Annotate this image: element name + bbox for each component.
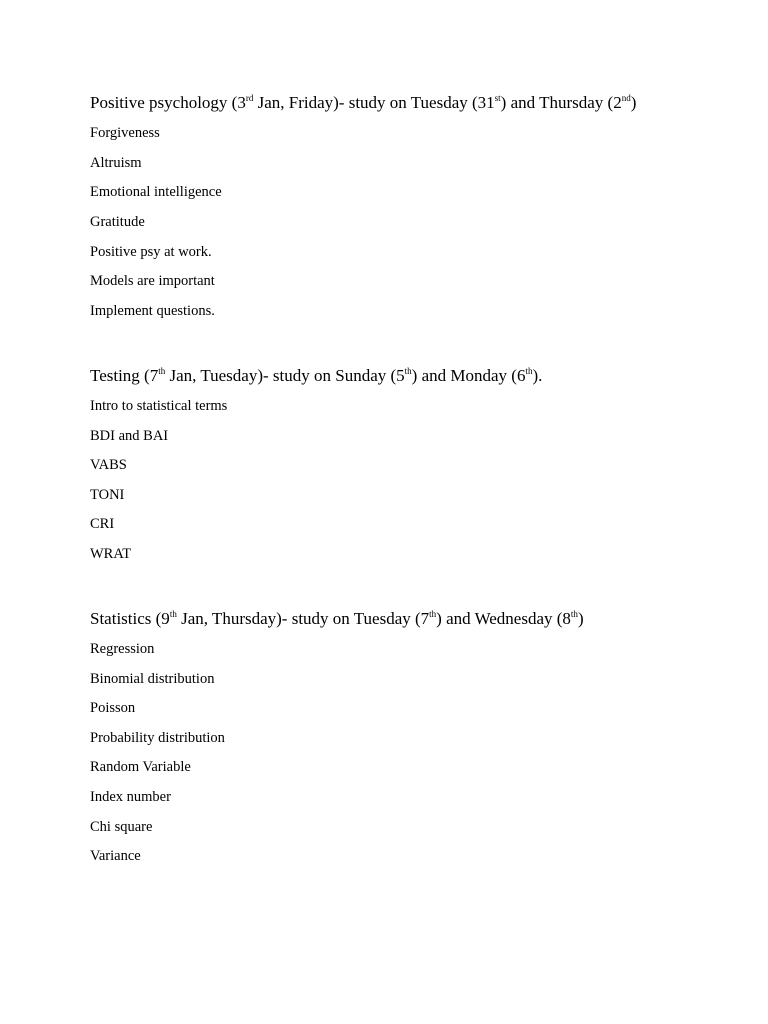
topic-item: Intro to statistical terms — [90, 398, 228, 414]
topic-list — [90, 125, 750, 320]
heading-text: ) and Wednesday (8 — [436, 609, 571, 628]
section-heading — [90, 366, 750, 386]
topic-item: Models are important — [90, 273, 215, 290]
topic-item: Chi square — [90, 818, 153, 835]
heading-text: ) — [577, 609, 584, 628]
topic-item: Altruism — [90, 154, 142, 171]
topic-item: Positive psy at work. — [90, 243, 212, 260]
heading-superscript: th — [158, 366, 166, 376]
heading-superscript: th — [169, 609, 177, 619]
heading-text: Jan, Tuesday)- study on Sunday (5 — [165, 366, 405, 385]
topic-item: WRAT — [90, 545, 132, 562]
heading-superscript: rd — [245, 93, 254, 103]
heading-superscript: th — [429, 609, 437, 619]
topic-item: Index number — [90, 788, 171, 805]
heading-text: Jan, Thursday)- study on Tuesday (7 — [176, 609, 430, 628]
topic-item: Poisson — [90, 700, 136, 717]
heading-text: ). — [532, 366, 543, 385]
heading-text: Positive psychology (3 — [90, 93, 246, 112]
heading-superscript: nd — [621, 93, 631, 103]
heading-text: ) — [630, 93, 637, 112]
topic-item: Implement questions. — [90, 303, 215, 320]
topic-item: Binomial distribution — [90, 670, 215, 687]
topic-list — [90, 398, 750, 563]
section-heading — [90, 93, 750, 113]
heading-superscript: st — [494, 93, 501, 103]
topic-item: Gratitude — [90, 214, 145, 231]
heading-text: ) and Thursday (2 — [500, 93, 622, 112]
section-testing — [90, 366, 750, 563]
heading-text: ) and Monday (6 — [411, 366, 526, 385]
topic-item: VABS — [90, 457, 127, 474]
heading-superscript: th — [404, 366, 412, 376]
topic-item: Emotional intelligence — [90, 184, 222, 201]
topic-list — [90, 641, 750, 865]
topic-item: Regression — [90, 641, 155, 657]
topic-item: TONI — [90, 486, 125, 503]
topic-item: Variance — [90, 848, 141, 865]
section-heading — [90, 609, 750, 629]
topic-item: BDI and BAI — [90, 427, 169, 444]
heading-text: Statistics (9 — [90, 609, 170, 628]
heading-superscript: th — [525, 366, 533, 376]
heading-superscript: th — [570, 609, 578, 619]
topic-item: Random Variable — [90, 759, 191, 776]
topic-item: Probability distribution — [90, 729, 225, 746]
topic-item: CRI — [90, 516, 115, 533]
topic-item: Forgiveness — [90, 125, 160, 141]
section-positive-psychology — [90, 93, 750, 320]
heading-text: Jan, Friday)- study on Tuesday (31 — [253, 93, 495, 112]
heading-text: Testing (7 — [90, 366, 159, 385]
section-statistics — [90, 609, 750, 865]
